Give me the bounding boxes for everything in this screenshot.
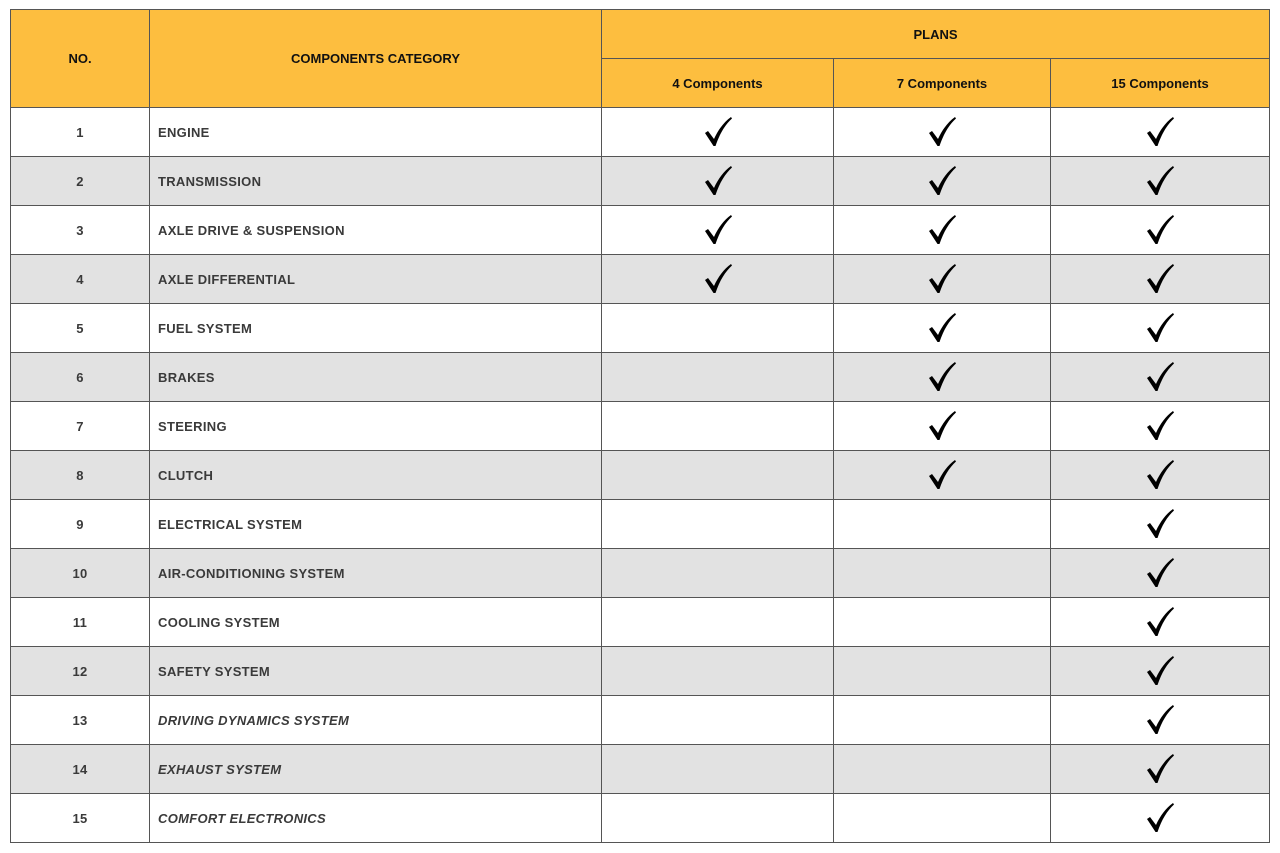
row-number: 9: [11, 500, 150, 549]
table-body: [11, 108, 1270, 843]
plan-cell: [1051, 255, 1270, 304]
check-icon: [927, 312, 957, 344]
plan-cell: [834, 353, 1051, 402]
check-icon: [1145, 557, 1175, 589]
header-no: NO.: [11, 10, 150, 108]
plan-cell: [1051, 794, 1270, 843]
row-category: DRIVING DYNAMICS SYSTEM: [150, 696, 602, 745]
row-number: 5: [11, 304, 150, 353]
plan-cell: [602, 500, 834, 549]
check-icon: [1145, 704, 1175, 736]
table-row: [11, 304, 1270, 353]
check-icon: [927, 410, 957, 442]
check-icon: [1145, 606, 1175, 638]
plan-cell: [602, 794, 834, 843]
plan-cell: [1051, 745, 1270, 794]
row-category: AIR-CONDITIONING SYSTEM: [150, 549, 602, 598]
header-plan-15: 15 Components: [1051, 59, 1270, 108]
row-number: 8: [11, 451, 150, 500]
plan-cell: [834, 647, 1051, 696]
row-category: COOLING SYSTEM: [150, 598, 602, 647]
check-icon: [927, 263, 957, 295]
plan-cell: [834, 157, 1051, 206]
table-header: [11, 10, 1270, 108]
header-category: COMPONENTS CATEGORY: [150, 10, 602, 108]
plan-cell: [834, 696, 1051, 745]
check-icon: [1145, 312, 1175, 344]
row-category: COMFORT ELECTRONICS: [150, 794, 602, 843]
plan-cell: [1051, 353, 1270, 402]
row-category: AXLE DRIVE & SUSPENSION: [150, 206, 602, 255]
row-number: 1: [11, 108, 150, 157]
plan-cell: [602, 745, 834, 794]
table-row: [11, 500, 1270, 549]
check-icon: [1145, 753, 1175, 785]
plan-cell: [602, 108, 834, 157]
row-number: 11: [11, 598, 150, 647]
plans-table-container: [10, 9, 1270, 843]
plan-cell: [602, 157, 834, 206]
check-icon: [927, 116, 957, 148]
row-category: STEERING: [150, 402, 602, 451]
check-icon: [927, 214, 957, 246]
table-row: [11, 745, 1270, 794]
table-row: [11, 451, 1270, 500]
plan-cell: [834, 745, 1051, 794]
plan-cell: [1051, 304, 1270, 353]
check-icon: [1145, 655, 1175, 687]
plan-cell: [602, 598, 834, 647]
row-number: 4: [11, 255, 150, 304]
plan-cell: [1051, 598, 1270, 647]
plan-cell: [602, 549, 834, 598]
row-category: EXHAUST SYSTEM: [150, 745, 602, 794]
check-icon: [1145, 165, 1175, 197]
plan-cell: [834, 794, 1051, 843]
check-icon: [1145, 802, 1175, 834]
table-row: [11, 598, 1270, 647]
plan-cell: [1051, 647, 1270, 696]
check-icon: [703, 214, 733, 246]
row-number: 14: [11, 745, 150, 794]
table-row: [11, 549, 1270, 598]
plan-cell: [834, 255, 1051, 304]
plan-cell: [834, 549, 1051, 598]
plan-cell: [834, 304, 1051, 353]
row-number: 6: [11, 353, 150, 402]
table-row: [11, 157, 1270, 206]
check-icon: [1145, 116, 1175, 148]
check-icon: [1145, 410, 1175, 442]
check-icon: [703, 116, 733, 148]
check-icon: [1145, 263, 1175, 295]
table-row: [11, 108, 1270, 157]
table-row: [11, 794, 1270, 843]
row-category: SAFETY SYSTEM: [150, 647, 602, 696]
plan-cell: [1051, 451, 1270, 500]
plan-cell: [834, 108, 1051, 157]
plan-cell: [1051, 500, 1270, 549]
row-number: 15: [11, 794, 150, 843]
plan-cell: [834, 500, 1051, 549]
row-category: BRAKES: [150, 353, 602, 402]
plan-cell: [1051, 206, 1270, 255]
check-icon: [1145, 459, 1175, 491]
row-number: 2: [11, 157, 150, 206]
plan-cell: [1051, 549, 1270, 598]
row-number: 7: [11, 402, 150, 451]
plan-cell: [834, 451, 1051, 500]
row-category: TRANSMISSION: [150, 157, 602, 206]
table-row: [11, 206, 1270, 255]
row-category: CLUTCH: [150, 451, 602, 500]
plans-comparison-table: [10, 9, 1270, 843]
header-plans: PLANS: [602, 10, 1270, 59]
plan-cell: [602, 304, 834, 353]
table-row: [11, 255, 1270, 304]
check-icon: [1145, 508, 1175, 540]
plan-cell: [1051, 696, 1270, 745]
plan-cell: [602, 255, 834, 304]
table-row: [11, 353, 1270, 402]
plan-cell: [1051, 402, 1270, 451]
plan-cell: [1051, 157, 1270, 206]
row-category: ELECTRICAL SYSTEM: [150, 500, 602, 549]
check-icon: [927, 459, 957, 491]
check-icon: [927, 361, 957, 393]
row-category: FUEL SYSTEM: [150, 304, 602, 353]
plan-cell: [834, 598, 1051, 647]
check-icon: [1145, 214, 1175, 246]
row-category: AXLE DIFFERENTIAL: [150, 255, 602, 304]
row-number: 10: [11, 549, 150, 598]
table-row: [11, 647, 1270, 696]
row-number: 3: [11, 206, 150, 255]
table-row: [11, 696, 1270, 745]
row-number: 12: [11, 647, 150, 696]
check-icon: [703, 263, 733, 295]
plan-cell: [602, 647, 834, 696]
plan-cell: [602, 451, 834, 500]
plan-cell: [602, 402, 834, 451]
plan-cell: [834, 206, 1051, 255]
plan-cell: [602, 353, 834, 402]
plan-cell: [1051, 108, 1270, 157]
check-icon: [1145, 361, 1175, 393]
header-plan-4: 4 Components: [602, 59, 834, 108]
check-icon: [703, 165, 733, 197]
header-plan-7: 7 Components: [834, 59, 1051, 108]
check-icon: [927, 165, 957, 197]
plan-cell: [602, 206, 834, 255]
plan-cell: [834, 402, 1051, 451]
plan-cell: [602, 696, 834, 745]
table-row: [11, 402, 1270, 451]
row-category: ENGINE: [150, 108, 602, 157]
row-number: 13: [11, 696, 150, 745]
